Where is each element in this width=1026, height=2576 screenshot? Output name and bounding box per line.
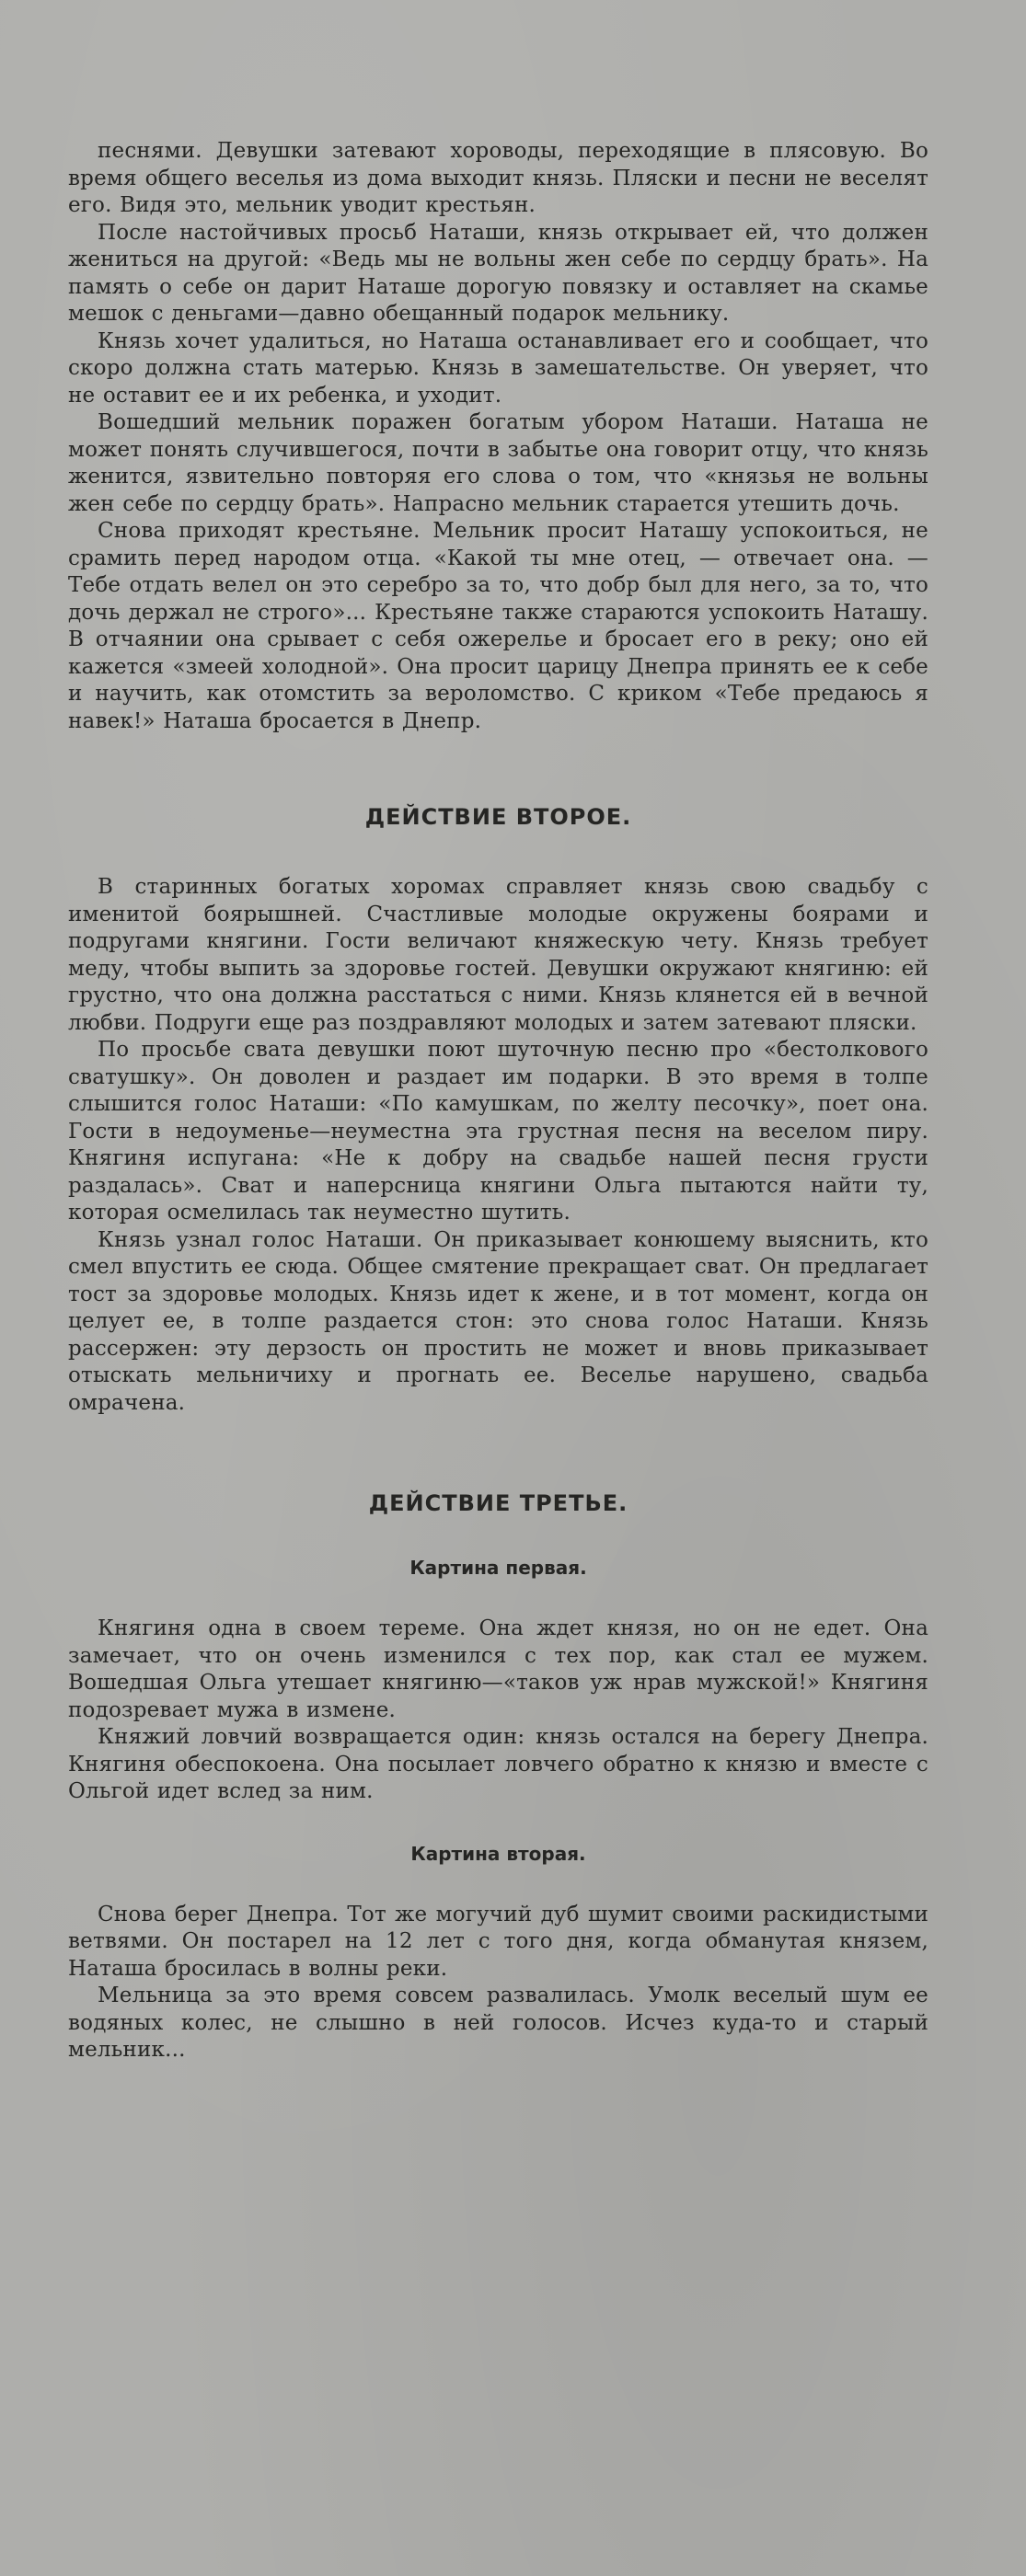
document-page	[68, 138, 928, 2064]
paragraph: После настойчивых просьб Наташи, князь открывает ей, что должен жениться на другой: «Ведь мы не вольны жен себе по сердцу брать». На память о себе он дарит Наташе дорогую повязку и оставляет на скамье мешок с деньгами—давно обещанный подарок мельнику.	[68, 220, 928, 326]
scene2-heading: Картина вторая.	[410, 1842, 586, 1865]
paragraph: Княгиня одна в своем тереме. Она ждет князя, но он не едет. Она замечает, что он очень изменился с тех пор, как стал ее мужем. Вошедшая Ольга утешает княгиню—«таков уж нрав мужской!» Княгиня подозревает мужа в измене.	[68, 1616, 928, 1722]
act3-scene1-section	[68, 1616, 928, 1806]
paragraph: Княжий ловчий возвращается один: князь остался на берегу Днепра. Княгиня обеспокоена. Она посылает ловчего обратно к князю и вместе с Ольгой идет вслед за ним.	[68, 1725, 928, 1803]
paragraph: Князь хочет удалиться, но Наташа останавливает его и сообщает, что скоро должна стать матерью. Князь в замешательстве. Он уверяет, что не оставит ее и их ребенка, и уходит.	[68, 328, 928, 408]
paragraph: В старинных богатых хоромах справляет князь свою свадьбу с именитой боярышней. Счастливые молодые окружены боярами и подругами княгини. Гости величают княжескую чету. Князь требует меду, чтобы выпить за здоровье гостей. Девушки окружают княгиню: ей грустно, что она должна расстаться с ними. Князь клянется ей в вечной любви. Подруги еще раз поздравляют молодых и затем затевают пляски.	[68, 875, 928, 1035]
paragraph: песнями. Девушки затевают хороводы, переходящие в пляcовую. Во время общего веселья из дома выходит князь. Пляски и песни не веселят его. Видя это, мельник уводит крестьян.	[68, 139, 928, 217]
paragraph: По просьбе свата девушки поют шуточную песню про «бестолкового сватушку». Он доволен и раздает им подарки. В это время в толпе слышится голос Наташи: «По камушкам, по желту песочку», поет она. Гости в недоуменье—неуместна эта грустная песня на веселом пиру. Княгиня испугана: «Не к добру на свадьбе нашей песня грусти раздалась». Сват и наперсница княгини Ольга пытаются найти ту, которая осмелилась так неуместно шутить.	[68, 1038, 928, 1225]
act1-continuation	[68, 138, 928, 735]
paragraph: Вошедший мельник поражен богатым убором Наташи. Наташа не может понять случившегося, почти в забытье она говорит отцу, что князь женится, язвительно повторяя его слова о том, что «князья не вольны жен себе по сердцу брать». Напрасно мельник старается утешить дочь.	[68, 410, 928, 516]
scene1-heading: Картина первая.	[409, 1557, 587, 1579]
act3-scene2-section	[68, 1902, 928, 2064]
paragraph: Снова приходят крестьяне. Мельник просит Наташу успокоиться, не срамить перед народом отца. «Какой ты мне отец, — отвечает она. — Тебе отдать велел он это серебро за то, что добр был для него, за то, что дочь держал не строго»... Крестьяне также стараются успокоить Наташу. В отчаянии она срывает с себя ожерелье и бросает его в реку; оно ей кажется «змеей холодной». Она просит царицу Днепра принять ее к себе и научить, как отомстить за вероломство. С криком «Тебе предаюсь я навек!» Наташа бросается в Днепр.	[68, 519, 928, 733]
paragraph: Князь узнал голос Наташи. Он приказывает конюшему выяснить, кто смел впустить ее сюда. Общее смятение прекращает сват. Он предлагает тост за здоровье молодых. Князь идет к жене, и в тот момент, когда он целует ее, в толпе раздается стон: это снова голос Наташи. Князь рассержен: эту дерзость он простить не может и вновь приказывает отыскать мельничиху и прогнать ее. Веселье нарушено, свадьба омрачена.	[68, 1227, 928, 1415]
act2-heading: ДЕЙСТВИЕ ВТОРОЕ.	[364, 804, 632, 830]
act2-section	[68, 874, 928, 1417]
act3-heading: ДЕЙСТВИЕ ТРЕТЬЕ.	[368, 1490, 628, 1516]
paragraph: Снова берег Днепра. Тот же могучий дуб шумит своими раскидистыми ветвями. Он постарел на 12 лет с того дня, когда обманутая князем, Наташа бросилась в волны реки.	[68, 1902, 928, 1981]
paragraph: Мельница за это время совсем развалилась. Умолк веселый шум ее водяных колес, не слышно в ней голосов. Исчез куда-то и старый мельник...	[68, 1984, 928, 2062]
